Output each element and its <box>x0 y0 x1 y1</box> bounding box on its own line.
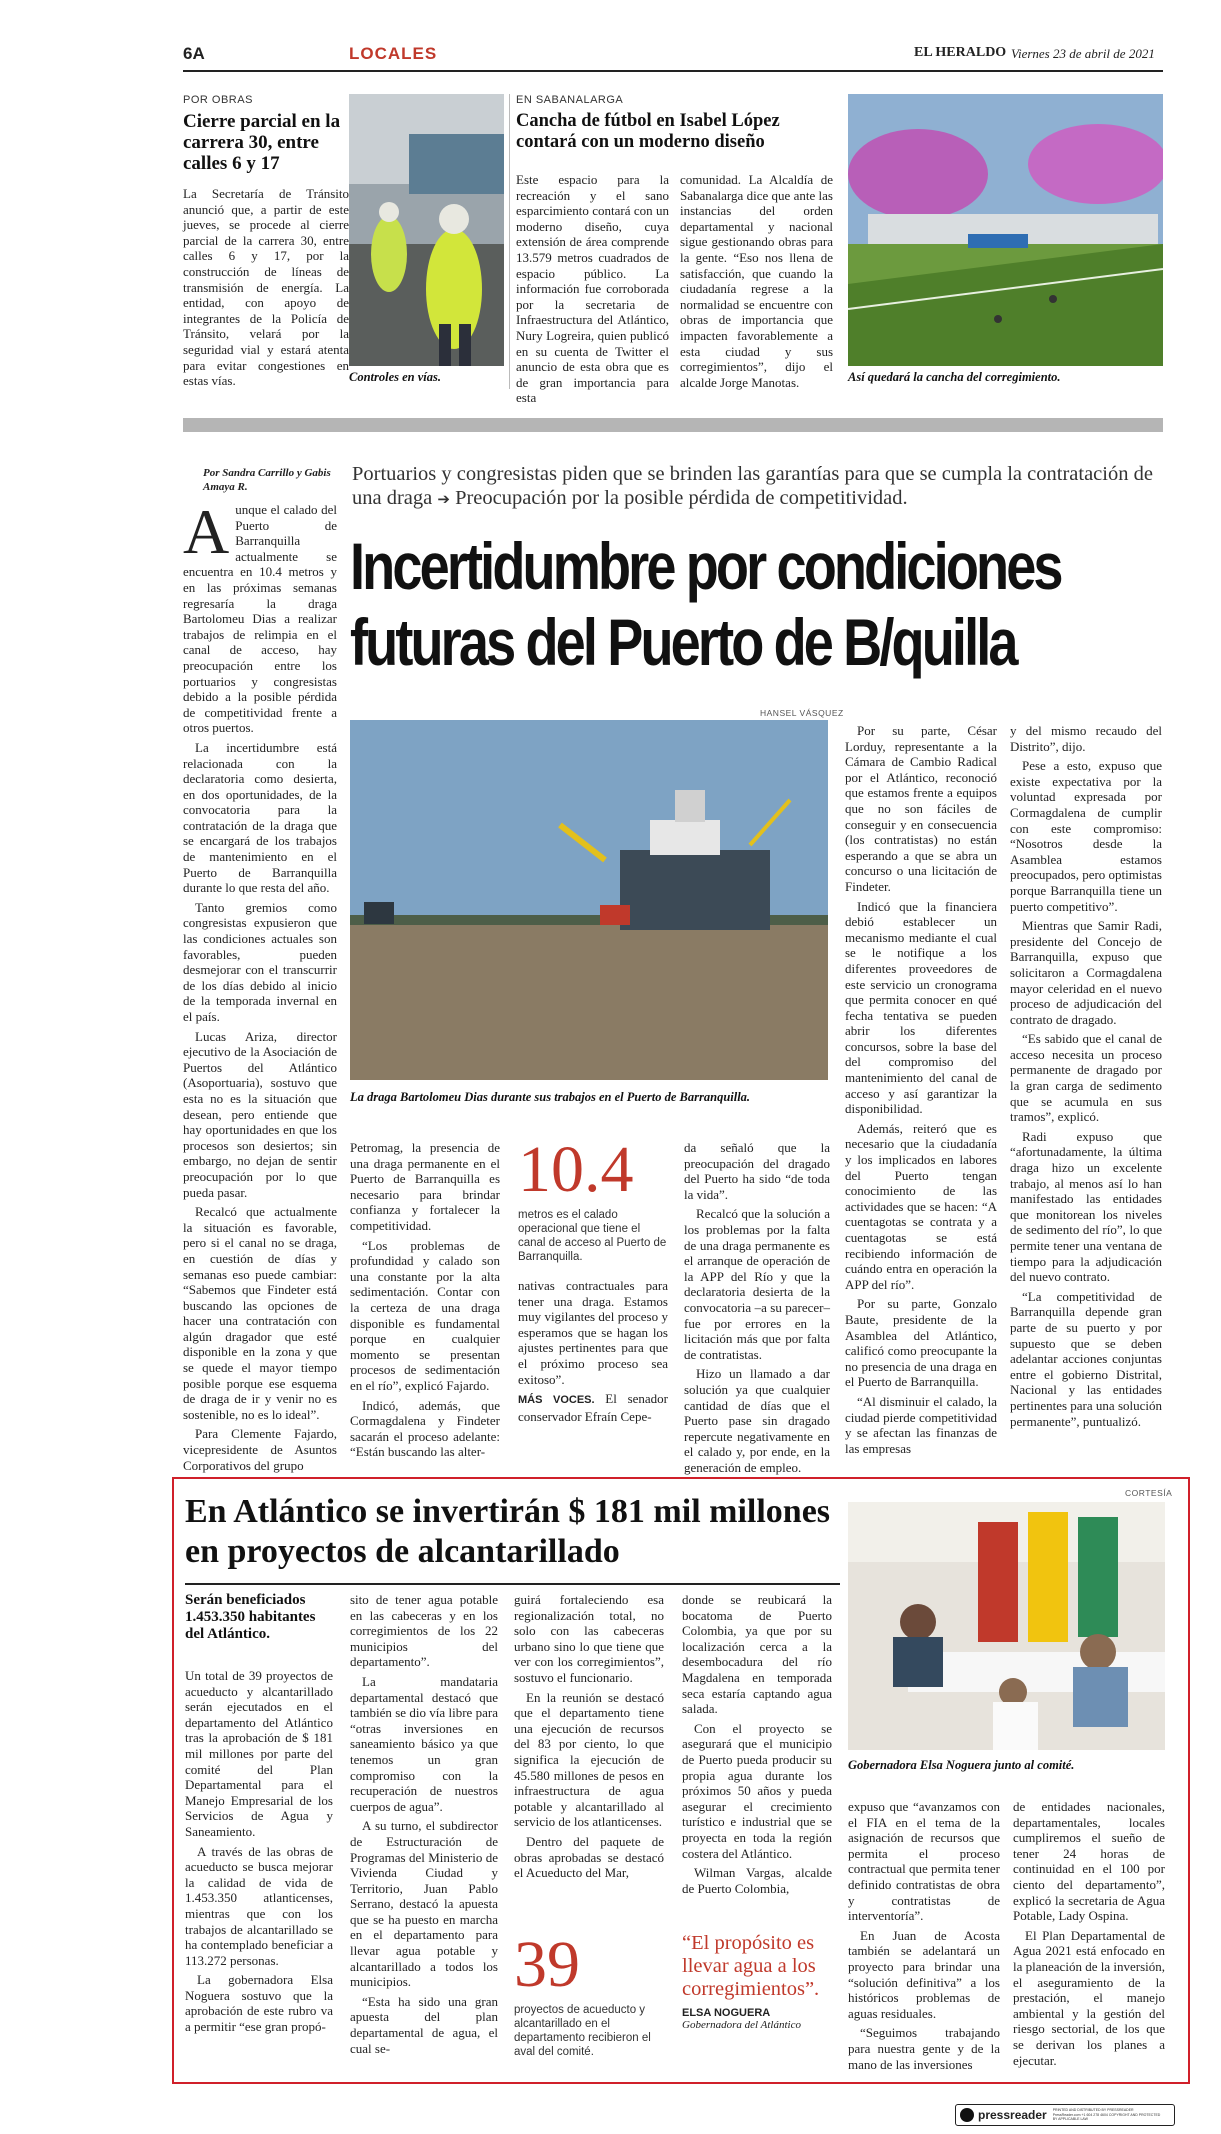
main-col1-p1: La incertidumbre está relacionada con la declaratoria como desierta, en dos oportunidades, de la convocatoria para la contratación de la draga que se encargará de los trabajos de mantenimiento en el Puerto de Barranquilla durante lo que resta del año. <box>183 739 337 896</box>
main-col6-p6: “La competitividad de Barranquilla depende gran parte de su puerto y por supuesto que se deben adelantar acciones conjuntas entre el gobierno Distrital, Nacional y las entidades pertinentes para una solución permanente”, puntualizó. <box>1010 1288 1162 1429</box>
main-col6-p5: Radi expuso que “afortunadamente, la última draga hizo un excelente trabajo, al menos así lo han manifestado las entidades que monitorean los niveles de sedimento del río”, lo que permite tener una ventana de tiempo para la adjudicación del nuevo contrato. <box>1010 1128 1162 1285</box>
main-col6-p4: “Es sabido que el canal de acceso necesita un proceso permanente de dragado por la gran carga de sedimento que se acumula en sus tramos”, explicó. <box>1010 1031 1162 1125</box>
ad-col1-p1: Un total de 39 proyectos de acueducto y alcantarillado serán ejecutados en el departamento del Atlántico tras la aprobación de $ 181 mil millones por parte del comité del Plan Departamental para el Manejo Empresarial de los Servicios de Agua y Saneamiento. <box>185 1668 333 1839</box>
main-col6-p3: Mientras que Samir Radi, presidente del Concejo de Barranquilla, expuso que solicitaron a Cormagdalena mayor celeridad en el nuevo proceso de adjudicación del contrato de dragado. <box>1010 918 1162 1027</box>
story1-body <box>183 186 349 389</box>
pressreader-fine-print: PRINTED AND DISTRIBUTED BY PRESSREADER PressReader.com +1 604 278 4604 COPYRIGHT AND PROTECTED BY APPLICABLE LAW <box>1052 2108 1161 2122</box>
ad-title-rule <box>185 1583 840 1585</box>
story1-title: Cierre parcial en la carrera 30, entre calles 6 y 17 <box>183 111 341 174</box>
ad-col1 <box>185 1668 333 2039</box>
section-band <box>183 418 1163 432</box>
ad-col1-p3: La gobernadora Elsa Noguera sostuvo que la aprobación de este rubro va a permitir “ese gran propó- <box>185 1972 333 2035</box>
main-col1-first: unque el calado del Puerto de Barranquilla actualmente se encuentra en 10.4 metros y en las próximas semanas regresaría la draga Bartolomeu Dias a realizar trabajos de relimpia en el canal de acceso, hay preocupación entre los portuarios y congresistas debido a la posible pérdida de competitividad frente a otros puertos. <box>183 502 337 736</box>
ad-col6 <box>1013 1799 1165 2072</box>
dropcap: A <box>183 496 230 567</box>
main-col4 <box>684 1140 830 1479</box>
story1-paragraph: La Secretaría de Tránsito anunció que, a partir de este jueves, se procede al cierre parcial de la carrera 30, entre calles 6 y 17, por la construcción de líneas de transmisión de energía. La entidad, con apoyo de integrantes de la Policía de Tránsito, velará por la seguridad vial y estará atenta para evitar congestiones en estas vías. <box>183 186 349 389</box>
ad-col2-p3: A su turno, el subdirector de Estructuración de Programas del Ministerio de Vivienda Ciudad y Territorio, Juan Pablo Serrano, destacó la apuesta que se ha puesto en marcha en el departamento para llevar agua potable y alcantarillado a todos los municipios. <box>350 1818 498 1990</box>
main-col4-p1: da señaló que la preocupación del dragado del Puerto ha sido “de toda la vida”. <box>684 1140 830 1202</box>
pull-quote-role: Gobernadora del Atlántico <box>682 2019 801 2031</box>
main-col5-p4: Por su parte, Gonzalo Baute, presidente de la Asamblea del Atlántico, calificó como preocupante la no presencia de una draga en el Puerto de Barranquilla. <box>845 1296 997 1390</box>
main-headline: Incertidumbre por condiciones futuras del Puerto de B/quilla <box>350 529 1061 679</box>
ad-col6-p1: de entidades nacionales, departamentales, locales cumpliremos el sueño de tener 24 horas de continuidad en el 100 por ciento del departamento”, explicó la secretaria de Agua Potable, Lady Ospina. <box>1013 1799 1165 1924</box>
story2-title: Cancha de fútbol en Isabel López contará con un moderno diseño <box>516 111 780 152</box>
ad-col5-p1: expuso que “avanzamos con el FIA en el tema de la asignación de recursos que permita el proceso contractual que permita tener definido contratistas de obra y contratistas de interventoría”. <box>848 1799 1000 1924</box>
main-col5 <box>845 723 997 1460</box>
main-deck <box>352 462 1162 511</box>
main-col6-p1: y del mismo recaudo del Distrito”, dijo. <box>1010 723 1162 754</box>
story2-col2 <box>680 172 833 394</box>
main-col3 <box>518 1278 668 1428</box>
main-col4-p2: Recalcó que la solución a los problemas por la falta de una draga permanente es el arranque de operación de la APP del Río y que la declaratoria desierta de la convocatoria –a su parecer– fue por errores en la licitación más que por falta de contratistas. <box>684 1206 830 1362</box>
stat-number: 10.4 <box>518 1133 634 1206</box>
story2-col2-text: comunidad. La Alcaldía de Sabanalarga dice que ante las instancias del orden departamental y nacional sigue gestionando obras para la gente. “Eso nos llena de satisfacción, que cuando la ciudadanía regrese a la normalidad se encuentre con obras de importancia que impacten favorablemente a esta ciudad y sus corregimientos”, dijo el alcalde Jorge Manotas. <box>680 172 833 390</box>
byline: Por Sandra Carrillo y Gabis Amaya R. <box>203 467 331 493</box>
main-col3-p2 <box>518 1391 668 1424</box>
section-name: LOCALES <box>349 44 438 63</box>
ad-col4 <box>682 1592 832 1900</box>
main-col1-lead <box>183 496 337 736</box>
main-col2-p2: “Los problemas de profundidad y calado son una constante por la alta sedimentación. Contar con la certeza de una draga disponible es fundamental porque en cualquier momento se presentan procesos de sedimentación en el río”, explicó Fajardo. <box>350 1237 500 1393</box>
pull-quote-text: “El propósito es llevar agua a los corregimientos”. <box>682 1932 820 2000</box>
ad-stat-note: proyectos de acueducto y alcantarillado en el departamento recibieron el aval del comité. <box>514 2004 651 2058</box>
ad-photo-caption: Gobernadora Elsa Noguera junto al comité. <box>848 1758 1075 1772</box>
ad-col3 <box>514 1592 664 1885</box>
main-col5-p3: Además, reiteró que es necesario que la ciudadanía y los implicados en labores del Puerto tengan conocimiento de las actividades que se hacen: “A cuentagotas se contrata y a cuentagotas se está recibiendo información de cuándo entra en operación la APP del río”. <box>845 1120 997 1292</box>
ad-col3-p2: En la reunión se destacó que el departamento tiene una ejecución de recursos del 83 por ciento, lo que significa la ejecución de 45.580 millones de pesos en infraestructura de agua potable y alcantarillado al servicio de los atlanticenses. <box>514 1689 664 1830</box>
page-header <box>183 40 1163 70</box>
newspaper-name: EL HERALDO <box>914 45 1007 60</box>
ad-col3-p3: Dentro del paquete de obras aprobadas se destacó el Acueducto del Mar, <box>514 1833 664 1881</box>
main-col1 <box>183 496 337 1477</box>
dredge-image <box>350 720 828 1080</box>
photo-dredge[interactable] <box>350 720 828 1080</box>
main-col1-p4: Recalcó que actualmente la situación es favorable, pero si el canal no se draga, en cuestión de días y semanas eso puede cambiar: “Sabemos que Findeter está buscando las opciones de hacer una contratación con algún dragador que esté disponible en la zona y que se quede el mayor tiempo posible porque ese esquema de draga de ir y venir no es sostenible, no es lo ideal”. <box>183 1204 337 1422</box>
page-number: 6A <box>183 44 205 63</box>
ad-stat-number: 39 <box>514 1928 580 2001</box>
traffic-police-image <box>349 94 504 366</box>
photo-traffic-police[interactable] <box>349 94 504 366</box>
story-football-field <box>516 94 836 153</box>
main-col2-p3: Indicó, además, que Cormagdalena y Findeter sacarán el proceso adelante: “Están buscando las alter- <box>350 1397 500 1460</box>
deck-part-a: Portuarios y congresistas piden que se brinden las garantías para que se cumpla la contratación de una draga <box>352 463 1153 509</box>
ad-col5 <box>848 1799 1000 2076</box>
story2-col1 <box>516 172 669 410</box>
main-col2 <box>350 1140 500 1464</box>
field-render-image <box>848 94 1163 366</box>
main-col5-p1: Por su parte, César Lorduy, representante a la Cámara de Cambio Radical por el Atlántico, reconoció que estamos frente a equipos que no son fáciles de conseguir y en consecuencia (los contratistas) no están esperando a que se abra un concurso o una licitación de Findeter. <box>845 723 997 894</box>
ad-col4-p3: Wilman Vargas, alcalde de Puerto Colombia, <box>682 1865 832 1896</box>
ad-col4-p2: Con el proyecto se asegurará que el municipio de Puerto pueda producir su propia agua durante los próximos 50 años y pueda asegurar el crecimiento turístico e industrial que se proyecta en toda la región costera del Atlántico. <box>682 1720 832 1861</box>
main-col4-p3: Hizo un llamado a dar solución ya que cualquier cantidad de días que el Puerto pase sin dragado repercute negativamente en el calado y, por ende, en la generación de empleo. <box>684 1366 830 1475</box>
issue-date: Viernes 23 de abril de 2021 <box>1011 46 1155 61</box>
pull-quote-name: ELSA NOGUERA <box>682 2007 771 2019</box>
story2-caption: Así quedará la cancha del corregimiento. <box>848 370 1061 384</box>
story1-caption: Controles en vías. <box>349 370 442 384</box>
stat-note: metros es el calado operacional que tiene el canal de acceso al Puerto de Barranquilla. <box>518 1209 667 1263</box>
divider-vertical-1 <box>509 94 510 389</box>
ad-col2-p1: sito de tener agua potable en las cabeceras y en los corregimientos de los 22 municipios del departamento”. <box>350 1592 498 1670</box>
header-rule <box>183 70 1163 72</box>
ad-col5-p2: En Juan de Acosta también se adelantará un proyecto para brindar una “solución definitiva” a los históricos problemas de aguas residuales. <box>848 1927 1000 2021</box>
main-col2-p1: Petromag, la presencia de una draga permanente en el Puerto de Barranquilla es necesario para brindar confianza y fortalecer la competitividad. <box>350 1140 500 1233</box>
ad-photo-credit: CORTESÍA <box>1125 1488 1173 1498</box>
arrow-icon: ➔ <box>437 490 450 508</box>
stat-box-calado <box>518 1133 668 1264</box>
story1-kicker: POR OBRAS <box>183 94 253 106</box>
main-col1-p2: Tanto gremios como congresistas expusieron que las condiciones actuales son favorables, pueden desmejorar con el transcurrir de los días debido al inicio de la temporada invernal en el país. <box>183 899 337 1024</box>
ad-col2 <box>350 1592 498 2060</box>
main-col6-p2: Pese a esto, expuso que existe expectativa por la voluntad expresada por Cormagdalena de cumplir con este compromiso: “Nosotros desde la Asamblea estamos preocupados, pero optimistas porque Barranquilla tiene un puerto competitivo”. <box>1010 758 1162 914</box>
ad-col6-p2: El Plan Departamental de Agua 2021 está enfocado en la planeación de la inversión, el aseguramiento de la prestación, el manejo ambiental y la gestión del riesgo sectorial, de los que se derivan los planes a ejecutar. <box>1013 1927 1165 2068</box>
ad-col2-p2: La mandataria departamental destacó que también se dio vía libre para “otras inversiones en saneamiento básico ya que tenemos un gran compromiso con la recuperación de nuestros cuerpos de agua”. <box>350 1673 498 1814</box>
ad-col3-p1: guirá fortaleciendo esa regionalización total, no solo con las cabeceras urbano sino lo que tiene que ver con los corregimientos”, sostuvo el funcionario. <box>514 1592 664 1685</box>
main-col5-p2: Indicó que la financiera debió establecer un mecanismo mediante el cual se le notifique a los diferentes proveedores de este servicio un cronograma que permita conocer en qué fecha tentativa se pueden abrir los diferentes concursos, sobre la base del del compromiso del mantenimiento del canal de acceso y así garantizar la disponibilidad. <box>845 898 997 1117</box>
main-col1-p5: Para Clemente Fajardo, vicepresidente de Asuntos Corporativos del grupo <box>183 1426 337 1473</box>
story2-col1-text: Este espacio para la recreación y el sano esparcimiento contará con un moderno diseño, cuya extensión de área comprende 13.579 metros cuadrados de espacio público. La información fue corroborada por la secretaria de Infraestructura del Atlántico, Nury Logreira, quien publicó en su cuenta de Twitter el anuncio de esta obra que es de gran importancia para esta <box>516 172 669 406</box>
story2-kicker: EN SABANALARGA <box>516 94 624 106</box>
ad-col4-p1: donde se reubicará la bocatoma de Puerto Colombia, ya que por su localización cerca a la desembocadura del río Magdalena en temporada seca estaría captando agua salada. <box>682 1592 832 1717</box>
photo-field-render[interactable] <box>848 94 1163 366</box>
committee-image <box>848 1502 1165 1750</box>
main-col6 <box>1010 723 1162 1433</box>
pull-quote <box>682 1932 832 2031</box>
stat-box-projects <box>514 1928 664 2059</box>
story-road-closure <box>183 94 349 393</box>
main-col3-p1: nativas contractuales para tener una draga. Estamos muy vigilantes del proceso y esperamos que se hagan los ajustes pertinentes para que el próximo proceso sea exitoso”. <box>518 1278 668 1387</box>
deck-part-b: Preocupación por la posible pérdida de competitividad. <box>455 487 908 509</box>
main-col3-p2-text: El senador conservador Efraín Cepe- <box>518 1391 668 1424</box>
photo-credit-dredge: HANSEL VÁSQUEZ <box>760 708 844 718</box>
ad-col5-p3: “Seguimos trabajando para nuestra gente y de la mano de las inversiones <box>848 2025 1000 2072</box>
ad-subtitle: Serán beneficiados 1.453.350 habitantes del Atlántico. <box>185 1592 316 1642</box>
main-col1-p3: Lucas Ariza, director ejecutivo de la Asociación de Puertos del Atlántico (Asoportuaria), sostuvo que esta no es la situación que desean, pero entiende que hay oportunidades en que los procesos son desiertos; sin embargo, no dejan de sentir preocupación por lo que pueda pasar. <box>183 1028 337 1200</box>
ad-col1-p2: A través de las obras de acueducto se busca mejorar la calidad de vida de 1.453.350 atlanticenses, mientras que con los trabajos de alcantarillado se ha contemplado beneficiar a 113.272 personas. <box>185 1843 333 1968</box>
photo-committee[interactable] <box>848 1502 1165 1750</box>
mas-voces-label: MÁS VOCES. <box>518 1394 595 1407</box>
main-col5-p5: “Al disminuir el calado, la ciudad pierde competitividad y se afectan las finanzas de las empresas <box>845 1393 997 1456</box>
pressreader-brand: pressreader <box>978 2108 1047 2122</box>
main-photo-caption: La draga Bartolomeu Dias durante sus trabajos en el Puerto de Barranquilla. <box>350 1090 751 1104</box>
ad-title: En Atlántico se invertirán $ 181 mil millones en proyectos de alcantarillado <box>185 1493 831 1570</box>
ad-col2-p4: “Esta ha sido una gran apuesta del plan departamental de agua, el cual se- <box>350 1993 498 2056</box>
pressreader-badge[interactable] <box>955 2104 1175 2126</box>
pressreader-logo-icon <box>960 2108 974 2122</box>
